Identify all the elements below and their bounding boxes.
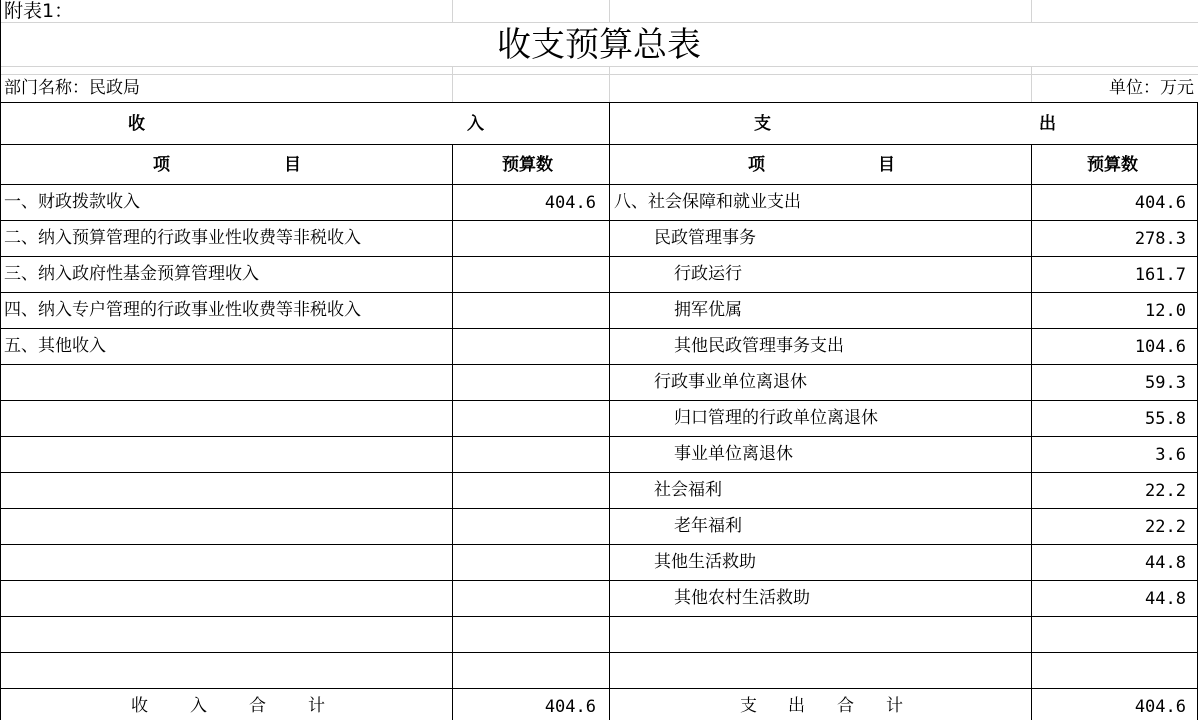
expense-item-name: 民政管理事务 xyxy=(654,228,756,248)
income-item-name: 二、纳入预算管理的行政事业性收费等非税收入 xyxy=(4,228,361,248)
table-border xyxy=(0,400,1198,401)
table-border xyxy=(0,364,1198,365)
table-border xyxy=(452,144,453,720)
expense-item-name: 其他民政管理事务支出 xyxy=(674,336,844,356)
income-header-char: 收 xyxy=(128,114,145,134)
income-item-name: 五、其他收入 xyxy=(4,336,106,356)
income-item-header-char: 项 xyxy=(153,155,170,175)
table-border xyxy=(0,652,1198,653)
expense-header-char: 出 xyxy=(1039,114,1056,134)
expense-item-value: 22.2 xyxy=(1145,517,1186,537)
table-border xyxy=(0,328,1198,329)
income-item-name: 一、财政拨款收入 xyxy=(4,192,140,212)
table-border xyxy=(0,292,1198,293)
expense-item-value: 22.2 xyxy=(1145,481,1186,501)
expense-item-header-char: 项 xyxy=(748,155,765,175)
expense-item-value: 55.8 xyxy=(1145,409,1186,429)
table-border xyxy=(0,688,1198,689)
gridline xyxy=(1031,66,1032,102)
table-border xyxy=(0,184,1198,185)
table-border xyxy=(0,144,1198,145)
expense-item-value: 104.6 xyxy=(1134,337,1186,357)
income-item-name: 三、纳入政府性基金预算管理收入 xyxy=(4,264,259,284)
income-item-name: 四、纳入专户管理的行政事业性收费等非税收入 xyxy=(4,300,361,320)
expense-item-value: 44.8 xyxy=(1145,553,1186,573)
gridline xyxy=(1031,0,1032,22)
expense-budget-header: 预算数 xyxy=(1087,155,1138,175)
income-total-char: 收 xyxy=(131,696,148,716)
expense-total-char: 合 xyxy=(837,696,854,716)
attachment-label: 附表1： xyxy=(4,0,74,22)
expense-item-name: 行政事业单位离退休 xyxy=(654,372,807,392)
table-border xyxy=(0,616,1198,617)
expense-item-value: 12.0 xyxy=(1145,301,1186,321)
income-total-char: 入 xyxy=(190,696,207,716)
expense-item-name: 拥军优属 xyxy=(674,300,742,320)
income-item-header-char: 目 xyxy=(284,155,301,175)
table-border xyxy=(0,580,1198,581)
expense-item-name: 八、社会保障和就业支出 xyxy=(614,192,801,212)
gridline xyxy=(452,0,453,22)
income-budget-header: 预算数 xyxy=(502,155,553,175)
expense-item-name: 事业单位离退休 xyxy=(674,444,793,464)
expense-item-name: 行政运行 xyxy=(674,264,742,284)
expense-total-value: 404.6 xyxy=(1134,697,1186,717)
table-border xyxy=(609,102,610,720)
expense-item-name: 其他农村生活救助 xyxy=(674,588,810,608)
expense-total-char: 出 xyxy=(788,696,805,716)
unit-label: 单位：万元 xyxy=(1109,78,1194,98)
gridline xyxy=(609,0,610,22)
income-total-char: 合 xyxy=(249,696,266,716)
expense-item-value: 3.6 xyxy=(1155,445,1186,465)
expense-item-value: 44.8 xyxy=(1145,589,1186,609)
expense-item-value: 404.6 xyxy=(1134,193,1186,213)
table-border xyxy=(0,544,1198,545)
table-border xyxy=(0,256,1198,257)
expense-item-name: 归口管理的行政单位离退休 xyxy=(674,408,878,428)
page-title: 收支预算总表 xyxy=(497,25,701,65)
income-total-value: 404.6 xyxy=(544,697,596,717)
table-border xyxy=(0,102,1198,103)
expense-item-value: 59.3 xyxy=(1145,373,1186,393)
expense-header-char: 支 xyxy=(754,114,771,134)
table-border xyxy=(0,0,1,720)
income-header-char: 入 xyxy=(467,114,484,134)
expense-item-name: 其他生活救助 xyxy=(654,552,756,572)
gridline xyxy=(0,66,1198,67)
expense-item-name: 社会福利 xyxy=(654,480,722,500)
table-border xyxy=(0,220,1198,221)
gridline xyxy=(0,74,1198,75)
income-total-char: 计 xyxy=(308,696,325,716)
table-border xyxy=(1031,144,1032,720)
gridline xyxy=(609,66,610,102)
department-name: 部门名称：民政局 xyxy=(4,78,140,98)
table-border xyxy=(0,508,1198,509)
income-item-value: 404.6 xyxy=(544,193,596,213)
expense-item-value: 161.7 xyxy=(1134,265,1186,285)
gridline xyxy=(452,66,453,102)
expense-item-name: 老年福利 xyxy=(674,516,742,536)
expense-total-char: 支 xyxy=(740,696,757,716)
gridline xyxy=(0,22,1198,23)
expense-item-value: 278.3 xyxy=(1134,229,1186,249)
expense-total-char: 计 xyxy=(886,696,903,716)
expense-item-header-char: 目 xyxy=(878,155,895,175)
table-border xyxy=(0,436,1198,437)
table-border xyxy=(0,472,1198,473)
